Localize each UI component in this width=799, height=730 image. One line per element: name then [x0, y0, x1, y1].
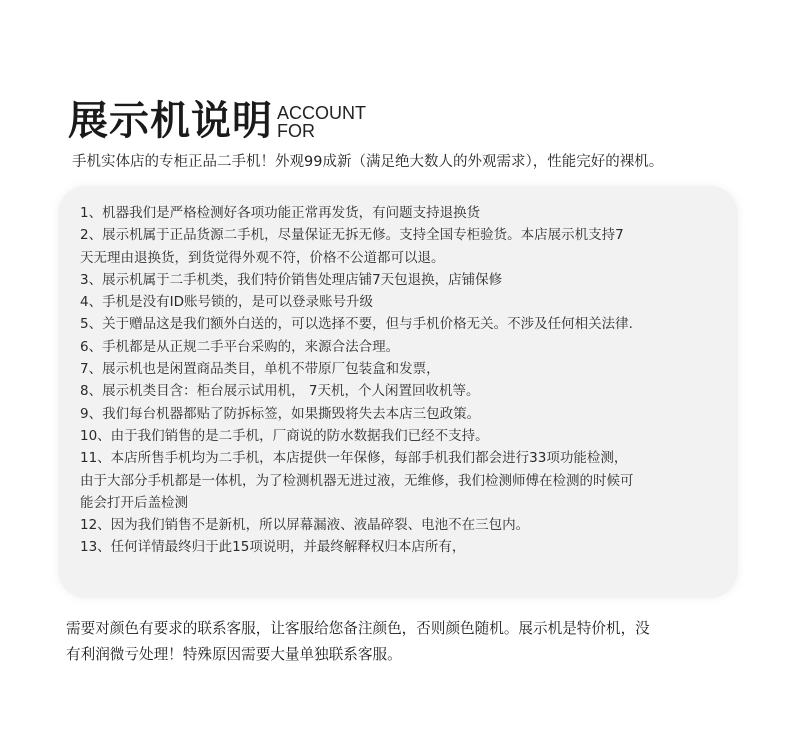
title-english-line-2: FOR	[277, 121, 315, 141]
rule-line: 8、展示机类目含：柜台展示试用机， 7天机，个人闲置回收机等。	[80, 383, 480, 400]
rule-line: 9、我们每台机器都贴了防拆标签，如果撕毁将失去本店三包政策。	[80, 405, 481, 422]
rule-line: 天无理由退换货，到货觉得外观不符，价格不公道都可以退。	[80, 249, 445, 266]
page-header	[68, 98, 366, 144]
page-subtitle: 手机实体店的专柜正品二手机！外观99成新（满足绝大数人的外观需求），性能完好的裸机。	[72, 154, 664, 170]
title-english-line-1: ACCOUNT	[277, 103, 366, 123]
rule-line: 7、展示机也是闲置商品类目，单机不带原厂包装盒和发票，	[80, 361, 440, 378]
rule-line: 11、本店所售手机均为二手机，本店提供一年保修，每部手机我们都会进行33项功能检测，	[80, 450, 628, 467]
footer-note-line-1: 需要对颜色有要求的联系客服，让客服给您备注颜色，否则颜色随机。展示机是特价机，没	[66, 620, 650, 637]
rule-line: 由于大部分手机都是一体机，为了检测机器无进过液，无维修，我们检测师傅在检测的时候可	[80, 472, 634, 489]
rule-line: 6、手机都是从正规二手平台采购的，来源合法合理。	[80, 338, 400, 355]
rule-line: 10、由于我们销售的是二手机，厂商说的防水数据我们已经不支持。	[80, 427, 489, 444]
footer-note-line-2: 有利润微亏处理！特殊原因需要大量单独联系客服。	[66, 646, 402, 663]
rule-line: 能会打开后盖检测	[80, 494, 188, 511]
page-title-english	[277, 104, 366, 140]
page-title: 展示机说明	[68, 98, 273, 144]
rules-list	[80, 202, 720, 559]
rule-line: 13、任何详情最终归于此15项说明，并最终解释权归本店所有，	[80, 539, 466, 556]
rule-line: 12、因为我们销售不是新机，所以屏幕漏液、液晶碎裂、电池不在三包内。	[80, 517, 530, 534]
rule-line: 2、展示机属于正品货源二手机，尽量保证无拆无修。支持全国专柜验货。本店展示机支持7	[80, 227, 624, 244]
rule-line: 1、机器我们是严格检测好各项功能正常再发货，有问题支持退换货	[80, 205, 481, 221]
rule-line: 3、展示机属于二手机类，我们特价销售处理店铺7天包退换，店铺保修	[80, 271, 503, 288]
footer-note	[66, 616, 742, 668]
rule-line: 5、关于赠品这是我们额外白送的，可以选择不要，但与手机价格无关。不涉及任何相关法律.	[80, 316, 633, 333]
rule-line: 4、手机是没有ID账号锁的，是可以登录账号升级	[80, 294, 373, 311]
